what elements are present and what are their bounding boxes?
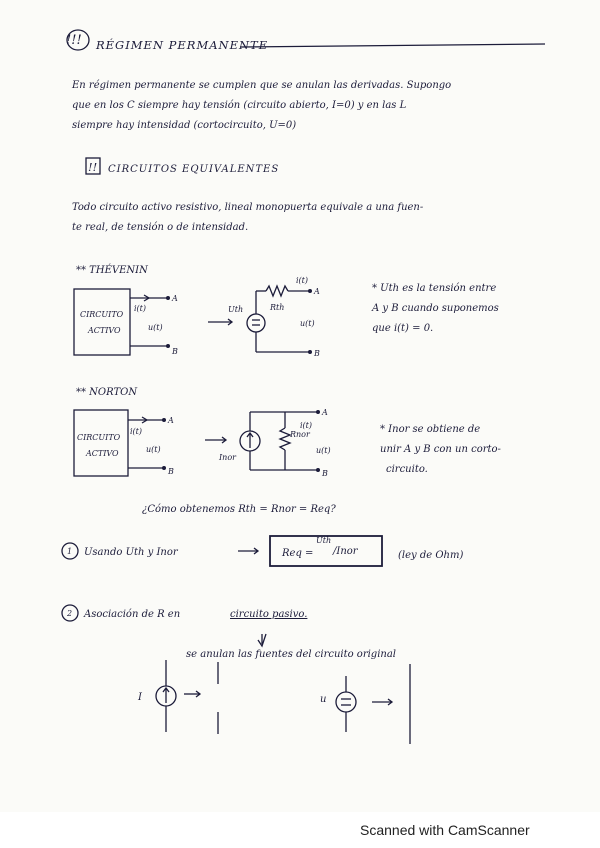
norton-heading: ** NORTON — [76, 387, 138, 398]
thevenin-i-label: i(t) — [134, 304, 147, 313]
section2-mark-box — [86, 158, 100, 174]
thevenin-resistor — [266, 286, 288, 296]
svg-text:u(t): u(t) — [300, 319, 315, 328]
thevenin-heading: ** THÉVENIN — [76, 265, 148, 276]
thevenin-voltage-source — [247, 314, 265, 332]
svg-text:B: B — [168, 467, 174, 476]
formula-denominator: /Inor — [333, 546, 358, 557]
norton-note-1: * Inor se obtiene de — [380, 424, 481, 435]
norton-note-3: circuito. — [386, 464, 428, 475]
formula-numerator: Uth — [316, 536, 332, 545]
thevenin-uth-label: Uth — [228, 305, 244, 314]
svg-text:i(t): i(t) — [130, 427, 143, 436]
thevenin-box-label-2: ACTIVO — [88, 326, 121, 335]
intro-line-3: siempre hay intensidad (cortocircuito, U=0) — [72, 120, 297, 131]
thevenin-terminal-b — [166, 344, 170, 348]
intro-line-1: En régimen permanente se cumplen que se anulan las derivadas. Supongo — [72, 80, 452, 91]
thevenin-a-label: A — [172, 294, 178, 303]
thevenin-u-label: u(t) — [148, 323, 163, 332]
thevenin-box — [74, 289, 130, 355]
page-title: RÉGIMEN PERMANENTE — [96, 38, 269, 52]
svg-text:Rnor: Rnor — [290, 430, 310, 439]
svg-text:u(t): u(t) — [146, 445, 161, 454]
method1-text: Usando Uth y Inor — [84, 547, 178, 558]
ohm-law-note: (ley de Ohm) — [398, 550, 464, 561]
svg-text:2: 2 — [67, 609, 73, 618]
intro-line-2: que en los C siempre hay tensión (circuito abierto, I=0) y en las L — [72, 100, 407, 111]
question-text: ¿Cómo obtenemos Rth = Rnor = Req? — [142, 504, 336, 515]
svg-text:B: B — [322, 469, 328, 478]
method2-text: Asociación de R en — [84, 609, 181, 620]
title-underline — [240, 44, 545, 47]
thevenin-box-label-1: CIRCUITO — [80, 310, 124, 319]
method2-sub: se anulan las fuentes del circuito original — [186, 649, 396, 660]
svg-text:A: A — [168, 416, 174, 425]
section2-mark: !! — [88, 160, 98, 174]
svg-text:i(t): i(t) — [296, 276, 309, 285]
title-mark-circle — [67, 30, 89, 50]
formula-left: Req = — [282, 548, 314, 559]
norton-box-label-2: ACTIVO — [86, 449, 119, 458]
thevenin-b-label: B — [172, 347, 178, 356]
svg-text:B: B — [314, 349, 320, 358]
thevenin-rth-label: Rth — [270, 303, 285, 312]
method2-underlined: circuito pasivo. — [230, 609, 308, 620]
section2-line-2: te real, de tensión o de intensidad. — [72, 222, 249, 233]
thevenin-terminal-a — [166, 296, 170, 300]
formula-box — [270, 536, 382, 566]
thevenin-note-2: A y B cuando suponemos — [372, 303, 499, 314]
thevenin-note-3: que i(t) = 0. — [372, 323, 434, 334]
svg-text:1: 1 — [67, 547, 73, 556]
svg-text:u(t): u(t) — [316, 446, 331, 455]
svg-text:i(t): i(t) — [300, 421, 313, 430]
title-mark: !!! — [66, 33, 82, 48]
norton-box-label-1: CIRCUITO — [77, 433, 121, 442]
footer-watermark: Scanned with CamScanner — [360, 822, 530, 838]
svg-text:I: I — [138, 692, 142, 703]
norton-note-2: unir A y B con un corto- — [380, 444, 501, 455]
svg-text:u: u — [320, 694, 327, 705]
norton-box — [74, 410, 128, 476]
norton-resistor — [280, 428, 290, 450]
section2-line-1: Todo circuito activo resistivo, lineal monopuerta equivale a una fuen- — [72, 202, 424, 213]
section2-title: CIRCUITOS EQUIVALENTES — [108, 164, 280, 175]
thevenin-note-1: * Uth es la tensión entre — [372, 283, 497, 294]
svg-text:A: A — [314, 287, 320, 296]
svg-text:A: A — [322, 408, 328, 417]
method2-voltage-source — [336, 692, 356, 712]
norton-inor-label: Inor — [219, 453, 236, 462]
